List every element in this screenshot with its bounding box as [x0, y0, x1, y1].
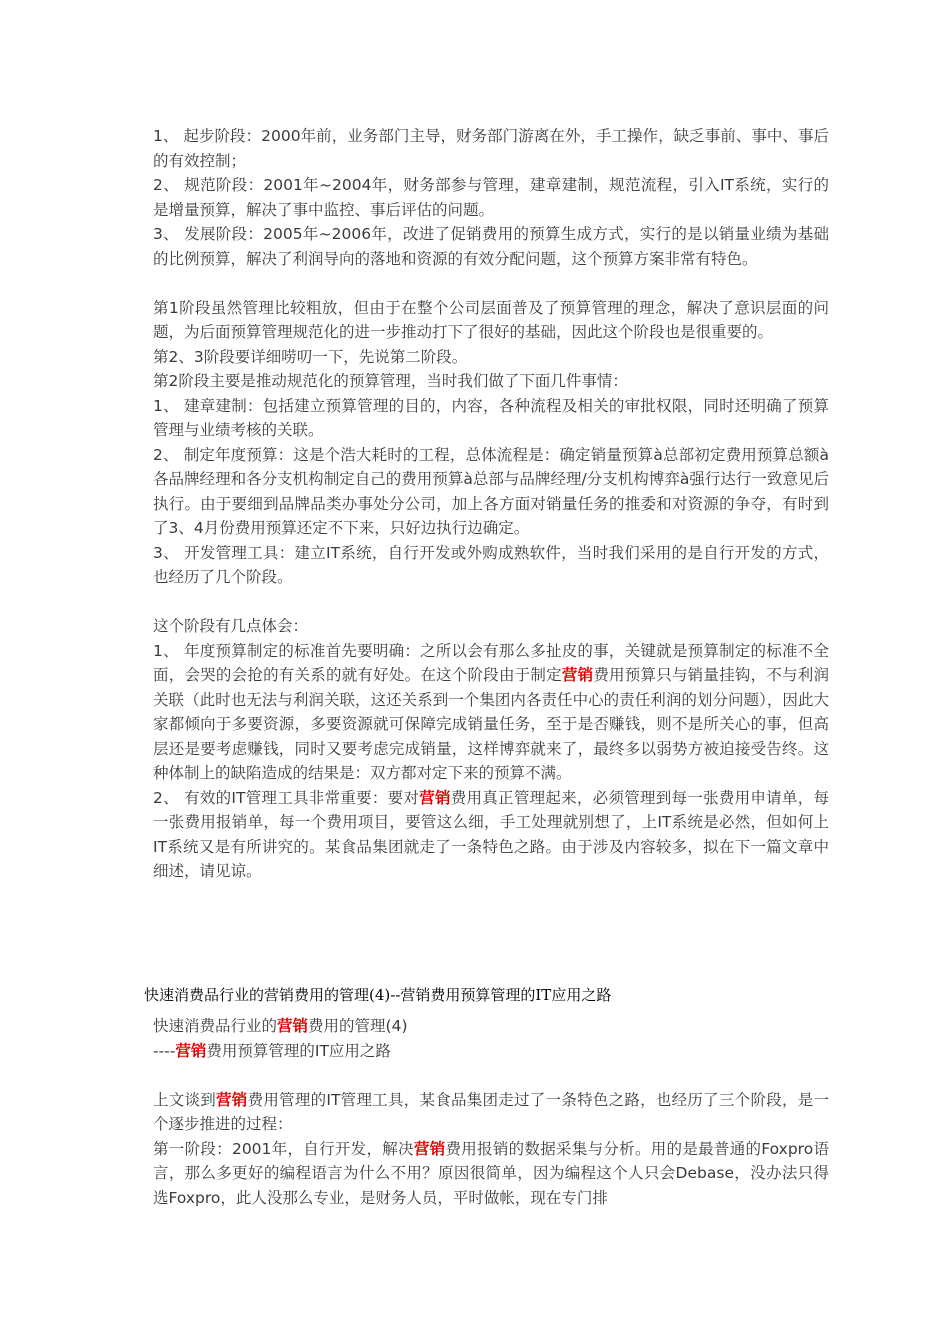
list-item — [153, 786, 829, 884]
paragraph — [153, 1137, 829, 1211]
article-title: 快速消费品行业的营销费用的管理(4)--营销费用预算管理的IT应用之路 — [144, 986, 612, 1004]
list-item: 3、 开发管理工具：建立IT系统，自行开发或外购成熟软件，当时我们采用的是自行开发的方式，也经历了几个阶段。 — [153, 543, 829, 586]
article-heading — [153, 1014, 829, 1039]
text-span: 上文谈到 — [153, 1090, 217, 1109]
section-budget-stages — [153, 124, 829, 884]
keyword-highlight: 营销 — [419, 788, 451, 807]
paragraph: 第2阶段主要是推动规范化的预算管理，当时我们做了下面几件事情： — [153, 372, 628, 390]
keyword-highlight: 营销 — [561, 666, 594, 684]
list-item — [153, 639, 829, 786]
text-span: 费用预算只与销量挂钩，不与利润关联（此时也无法与利润关联，这还关系到一个集团内各责任中心的责任利润的划分问题），因此大家都倾向于多要资源，多要资源就可保障完成销量任务，至于是否赚钱，则不是所关心的事，但高层还是要考虑赚钱，同时又要考虑完成销量，这样博弈就来了，最终多以弱势方被迫接受告终。这种体制上的缺陷造成的结果是：双方都对定下来的预算不满。 — [153, 666, 829, 782]
paragraph — [153, 1088, 829, 1137]
text-span: 费用预算管理的IT应用之路 — [206, 1041, 391, 1060]
list-item: 1、 建章建制：包括建立预算管理的目的，内容，各种流程及相关的审批权限，同时还明确了预算管理与业绩考核的关联。 — [153, 396, 829, 439]
keyword-highlight: 营销 — [277, 1017, 309, 1035]
stage-item: 1、 起步阶段：2000年前，业务部门主导，财务部门游离在外，手工操作，缺乏事前、事中、事后的有效控制； — [153, 127, 829, 170]
section-it-road — [153, 1014, 829, 1210]
text-span: 费用管理的IT管理工具，某食品集团走过了一条特色之路，也经历了三个阶段，是一个逐步推进的过程： — [153, 1090, 829, 1133]
stage-item: 3、 发展阶段：2005年~2006年，改进了促销费用的预算生成方式，实行的是以销量业绩为基础的比例预算，解决了利润导向的落地和资源的有效分配问题，这个预算方案非常有特色。 — [153, 225, 829, 268]
paragraph: 第1阶段虽然管理比较粗放，但由于在整个公司层面普及了预算管理的理念，解决了意识层面的问题，为后面预算管理规范化的进一步推动打下了很好的基础，因此这个阶段也是很重要的。 — [153, 298, 829, 341]
list-item: 2、 制定年度预算：这是个浩大耗时的工程，总体流程是：确定销量预算à总部初定费用预算总额à各品牌经理和各分支机构制定自己的费用预算à总部与品牌经理/分支机构博弈à强行达行一致意见后执行。由于要细到品牌品类办事处分公司，加上各方面对销量任务的推委和对资源的争夺，有时到了3、4月份费用预算还定不下来，只好边执行边确定。 — [153, 445, 829, 537]
text-span: 费用真正管理起来，必须管理到每一张费用申请单，每一张费用报销单，每一个费用项目，要管这么细，手工处理就别想了，上IT系统是必然，但如何上IT系统又是有所讲究的。某食品集团就走了一条特色之路。由于涉及内容较多，拟在下一篇文章中细述，请见谅。 — [153, 788, 829, 880]
keyword-highlight: 营销 — [175, 1041, 207, 1060]
text-span: 第一阶段：2001年，自行开发，解决 — [153, 1139, 414, 1158]
paragraph-gap — [153, 271, 829, 296]
text-span: 快速消费品行业的 — [153, 1017, 278, 1035]
text-span: ---- — [153, 1041, 176, 1060]
keyword-highlight: 营销 — [216, 1090, 248, 1109]
text-span: 费用报销的数据采集与分析。用的是最普通的Foxpro语言，那么多更好的编程语言为什么不用？原因很简单，因为编程这个人只会Debase，没办法只得选Foxpro，此人没那么专业，是财务人员，平时做帐，现在专门排 — [153, 1139, 829, 1207]
paragraph: 第2、3阶段要详细唠叨一下，先说第二阶段。 — [153, 347, 468, 366]
stage-item: 2、 规范阶段：2001年~2004年，财务部参与管理，建章建制，规范流程，引入IT系统，实行的是增量预算，解决了事中监控、事后评估的问题。 — [153, 176, 829, 219]
paragraph: 这个阶段有几点体会： — [153, 617, 309, 635]
paragraph-gap — [153, 590, 829, 615]
text-span: 1、 年度预算制定的标准首先要明确：之所以会有那么多扯皮的事，关键就是预算制定的标准不全面，会哭的会抢的有关系的就有好处。在这个阶段由于制定 — [153, 641, 829, 684]
article-subheading — [153, 1039, 829, 1064]
text-span: 2、 有效的IT管理工具非常重要：要对 — [153, 788, 420, 807]
text-span: 费用的管理(4) — [308, 1017, 408, 1035]
keyword-highlight: 营销 — [413, 1139, 446, 1158]
paragraph-gap — [153, 1063, 829, 1088]
